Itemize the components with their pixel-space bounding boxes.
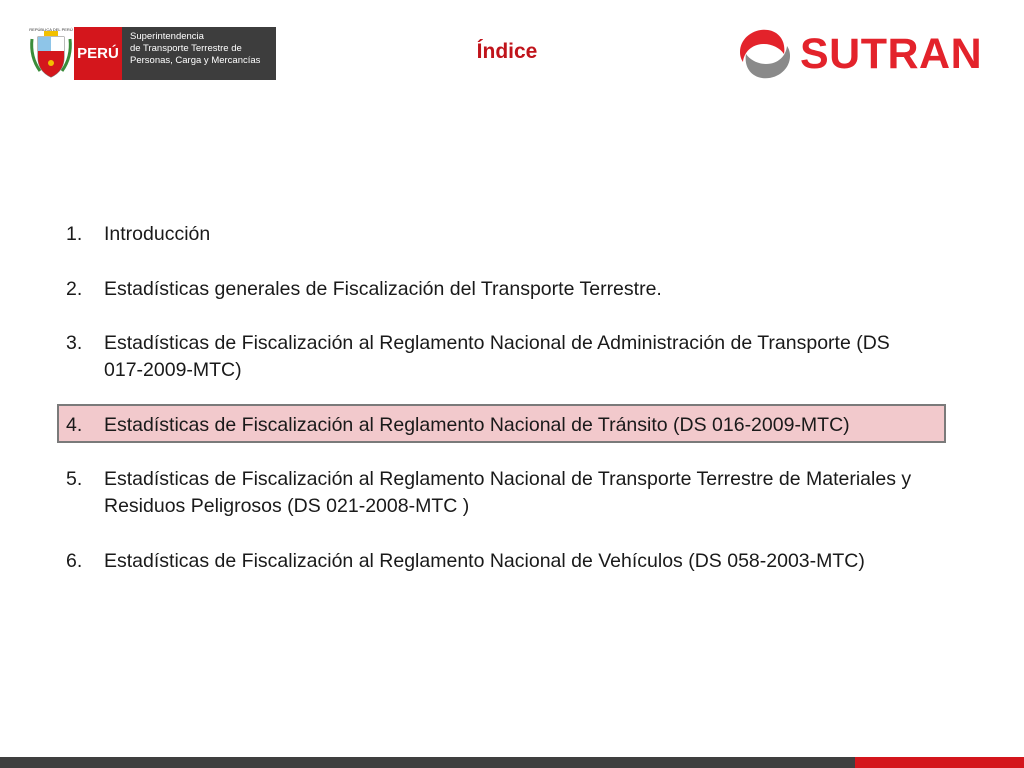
index-item-3[interactable] xyxy=(66,329,890,385)
item-text: Estadísticas generales de Fiscalización del Transporte Terrestre. xyxy=(104,278,662,300)
item-number: 1. xyxy=(66,223,83,245)
index-item-2[interactable] xyxy=(66,275,662,304)
shield-caption: REPÚBLICA DEL PERÚ xyxy=(29,27,73,32)
item-text-line: Residuos Peligrosos (DS 021-2008-MTC ) xyxy=(104,495,470,517)
item-number: 6. xyxy=(66,550,83,572)
index-item-1[interactable] xyxy=(66,220,210,249)
item-number: 3. xyxy=(66,332,83,354)
item-number: 5. xyxy=(66,468,83,490)
item-text: Introducción xyxy=(104,223,211,245)
peru-label: PERÚ xyxy=(74,27,122,80)
item-text-line: Estadísticas de Fiscalización al Reglamento Nacional de Administración de Transporte (DS xyxy=(104,332,890,354)
item-text-line: Estadísticas de Fiscalización al Reglamento Nacional de Transporte Terrestre de Materiales y xyxy=(104,468,912,490)
sutran-logo xyxy=(736,26,992,82)
item-text: Estadísticas de Fiscalización al Reglamento Nacional de Vehículos (DS 058-2003-MTC) xyxy=(104,550,865,572)
index-item-4-highlighted[interactable] xyxy=(66,411,850,440)
sutran-wordmark: SUTRAN xyxy=(800,30,983,78)
item-text-line: 017-2009-MTC) xyxy=(104,359,242,381)
index-item-5[interactable] xyxy=(66,465,911,521)
institution-line: de Transporte Terrestre de xyxy=(130,43,242,54)
item-text: Estadísticas de Fiscalización al Reglamento Nacional de Tránsito (DS 016-2009-MTC) xyxy=(104,414,850,436)
item-number: 2. xyxy=(66,278,83,300)
footer-bar-red xyxy=(855,757,1024,768)
index-item-6[interactable] xyxy=(66,547,865,576)
institution-line: Personas, Carga y Mercancías xyxy=(130,55,261,66)
institution-line: Superintendencia xyxy=(130,31,204,42)
sutran-mark-icon xyxy=(736,26,794,82)
footer-bar-dark xyxy=(0,757,855,768)
page-title-text: Índice xyxy=(476,40,538,63)
item-number: 4. xyxy=(66,414,83,436)
